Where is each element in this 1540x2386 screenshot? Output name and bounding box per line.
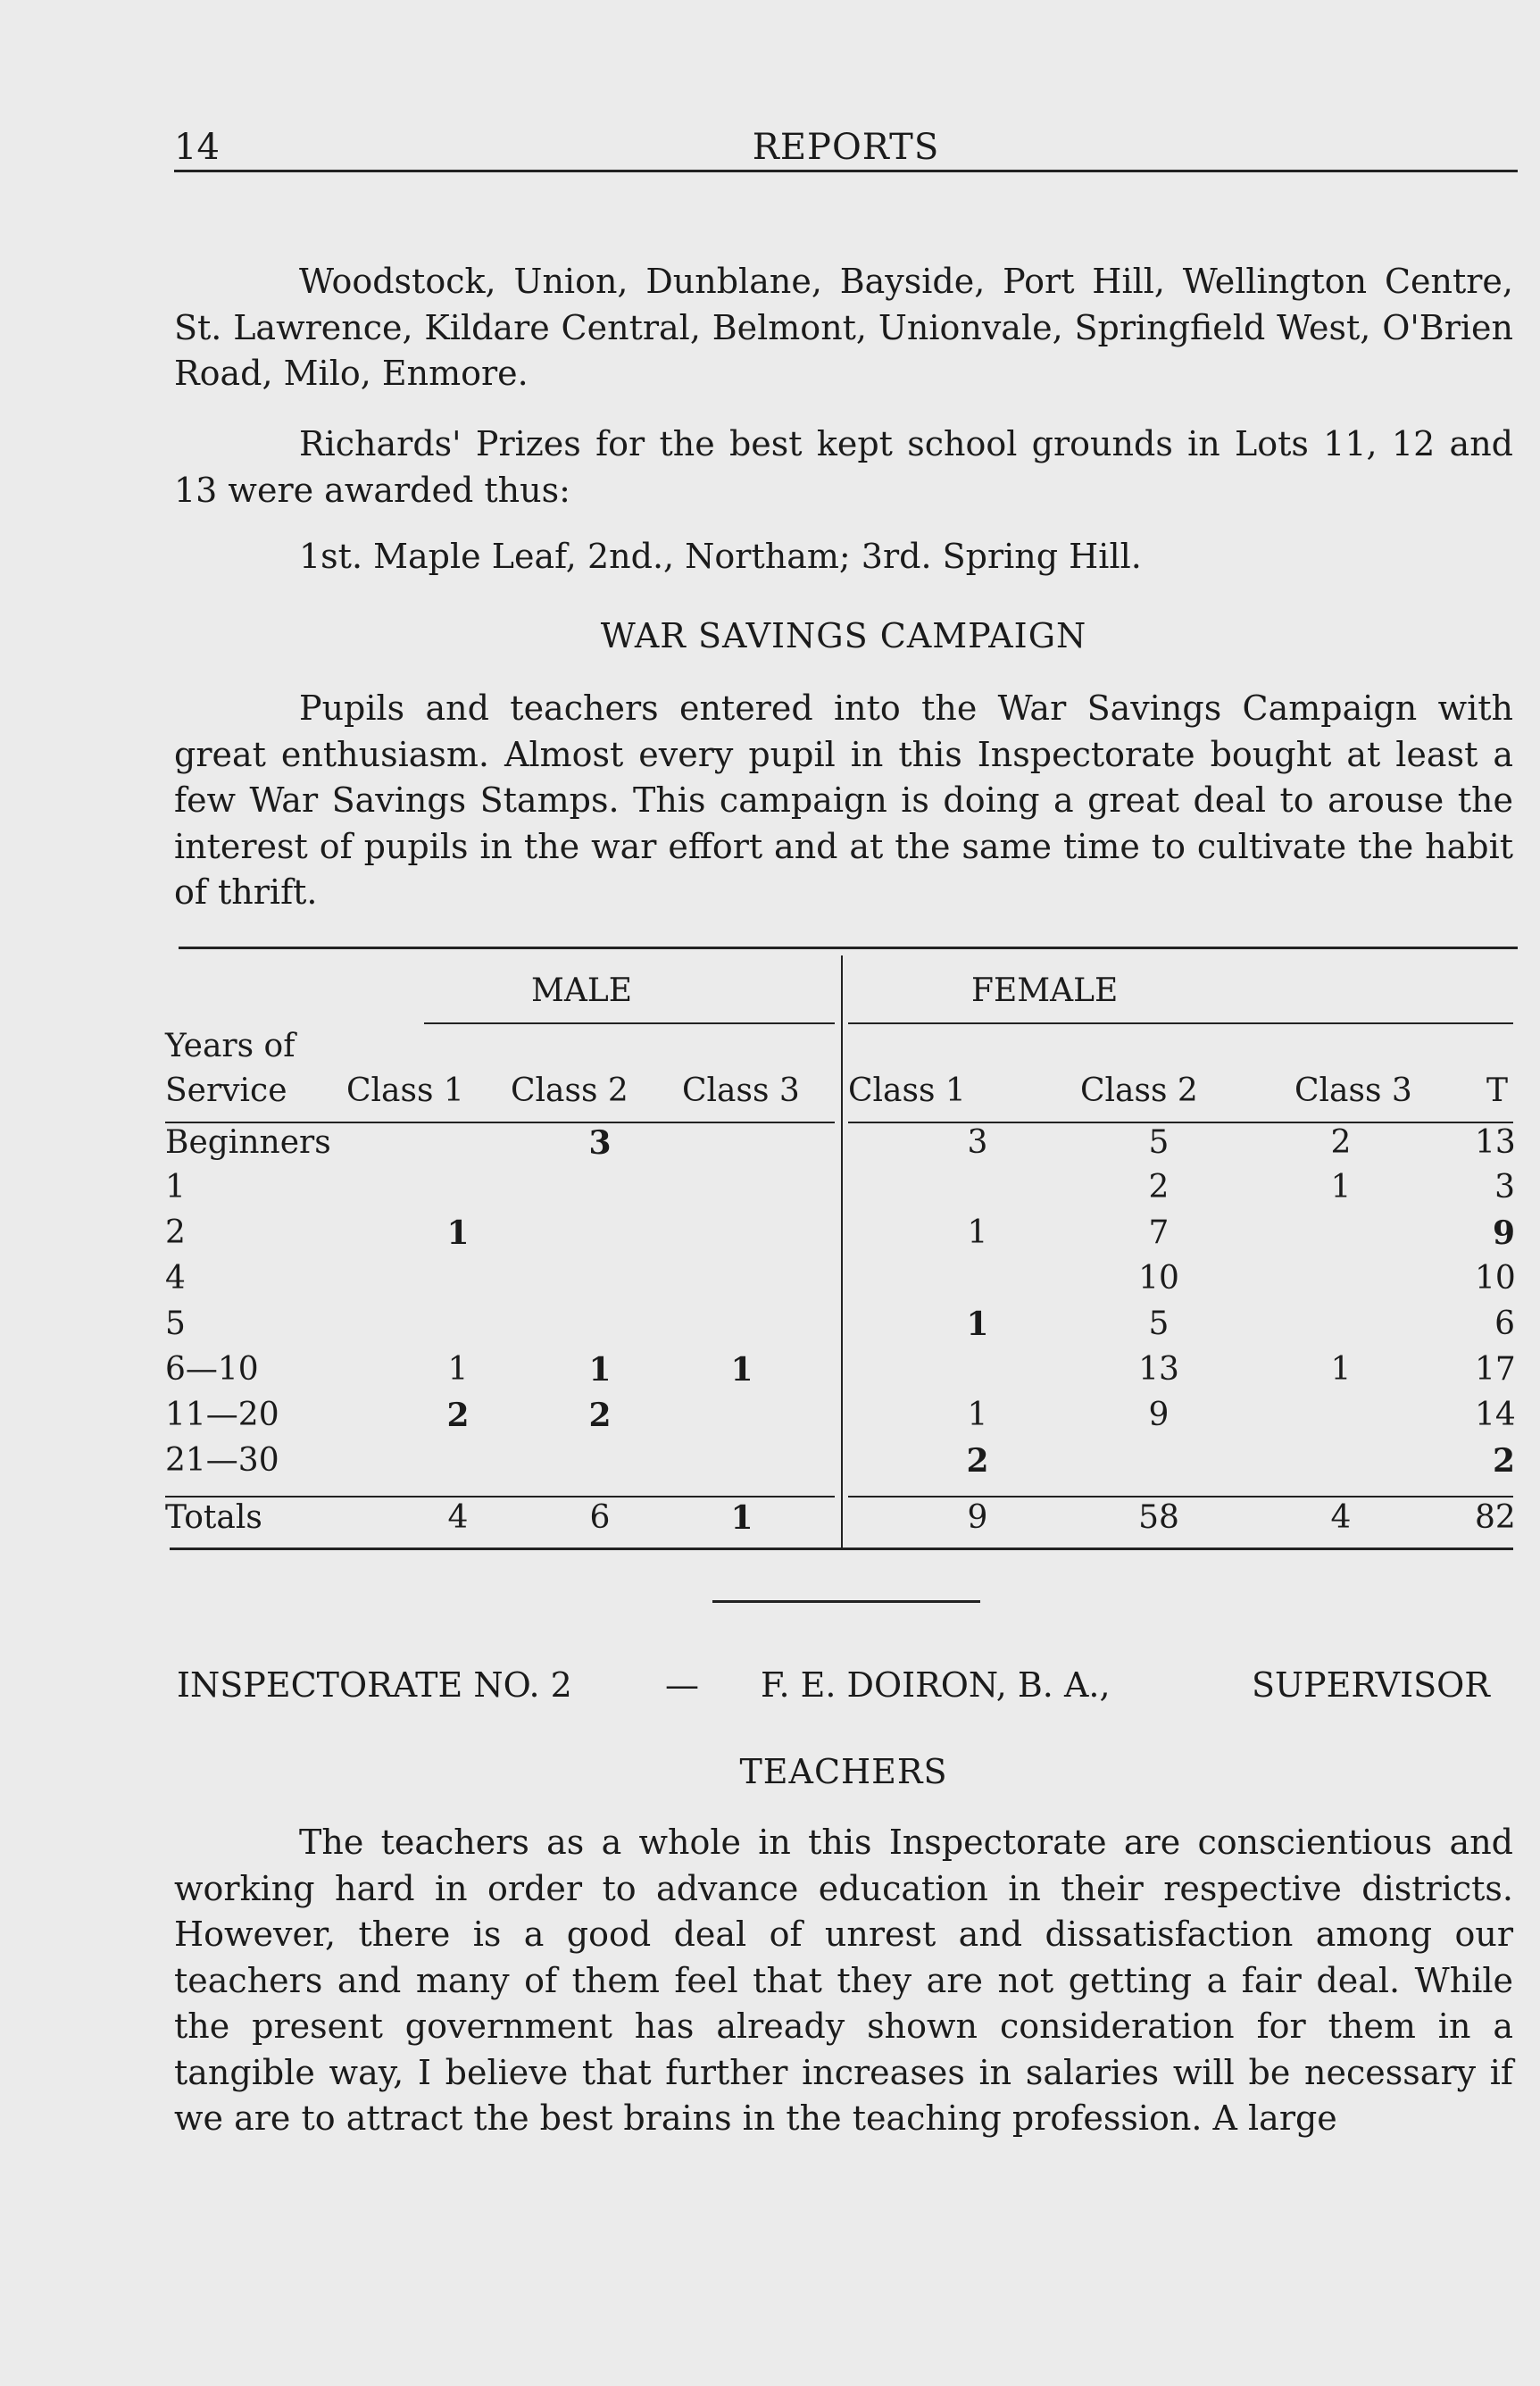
total-female-class-1: 9: [967, 1499, 988, 1536]
cell-male-class-2: 2: [588, 1397, 612, 1434]
row-header-service: Service: [165, 1072, 287, 1109]
cell-total: 13: [1475, 1124, 1516, 1161]
war-savings-heading: WAR SAVINGS CAMPAIGN: [600, 616, 1087, 655]
row-label: 2: [165, 1214, 186, 1251]
inspector-role: SUPERVISOR: [1252, 1665, 1490, 1705]
totals-rule-female: [848, 1496, 1513, 1498]
male-header-rule: [424, 1022, 835, 1024]
row-label: 5: [165, 1306, 186, 1342]
war-savings-paragraph: Pupils and teachers entered into the War Savings Campaign with great enthusiasm. Almost every pupil in this Inspectorate bought at least a few War Savings Stamps. This campaign is doing a great deal to arouse the interest of pupils in the war effort and at the same time to cultivate the habit of thrift.: [174, 688, 1513, 912]
cell-female-class-1: 1: [967, 1214, 988, 1251]
male-header: MALE: [531, 972, 633, 1009]
total-male-class-2: 6: [589, 1499, 611, 1536]
teachers-heading: TEACHERS: [739, 1752, 948, 1791]
cell-female-class-2: 5: [1148, 1306, 1170, 1342]
prizes-paragraph: Richards' Prizes for the best kept school grounds in Lots 11, 12 and 13 were awarded thus:: [174, 424, 1513, 510]
col-male-class-2: Class 2: [511, 1072, 628, 1109]
cell-female-class-2: 10: [1138, 1260, 1179, 1297]
total-male-class-3: 1: [730, 1499, 753, 1537]
totals-rule-male: [165, 1496, 835, 1498]
columns-rule-female: [848, 1122, 1513, 1123]
col-female-class-3: Class 3: [1294, 1072, 1412, 1109]
col-total: T: [1486, 1072, 1509, 1109]
cell-female-class-1: 1: [966, 1306, 989, 1343]
row-label: 21—30: [165, 1442, 279, 1479]
section-separator: [712, 1600, 980, 1603]
total-female-class-2: 58: [1138, 1499, 1179, 1536]
cell-female-class-3: 2: [1330, 1124, 1352, 1161]
cell-total: 2: [1492, 1442, 1515, 1480]
table-top-rule: [179, 947, 1518, 949]
cell-female-class-1: 3: [967, 1124, 988, 1161]
cell-female-class-2: 5: [1148, 1124, 1170, 1161]
cell-female-class-2: 2: [1148, 1169, 1170, 1206]
row-label: 6—10: [165, 1351, 259, 1388]
cell-total: 14: [1475, 1397, 1516, 1433]
female-header: FEMALE: [971, 972, 1119, 1009]
inspector-name: F. E. DOIRON, B. A.,: [761, 1665, 1111, 1705]
cell-female-class-3: 1: [1330, 1351, 1352, 1388]
col-male-class-1: Class 1: [346, 1072, 464, 1109]
col-male-class-3: Class 3: [682, 1072, 800, 1109]
row-label: 1: [165, 1169, 186, 1206]
col-female-class-1: Class 1: [848, 1072, 966, 1109]
cell-female-class-1: 2: [966, 1442, 989, 1480]
table-bottom-rule: [170, 1548, 1513, 1550]
cell-total: 17: [1475, 1351, 1516, 1388]
female-header-rule: [848, 1022, 1513, 1024]
row-label: 11—20: [165, 1397, 279, 1433]
cell-female-class-2: 7: [1148, 1214, 1170, 1251]
row-label: Beginners: [165, 1124, 331, 1161]
totals-label: Totals: [165, 1499, 262, 1536]
cell-female-class-1: 1: [967, 1397, 988, 1433]
table-divider: [841, 955, 843, 1549]
running-title: REPORTS: [752, 127, 940, 168]
total-grand: 82: [1475, 1499, 1516, 1536]
cell-male-class-2: 1: [588, 1351, 612, 1389]
teachers-paragraph: The teachers as a whole in this Inspectorate are conscientious and working hard in order to advance education in their respective districts. However, there is a good deal of unrest and dissatisfaction among our teachers and many of them feel that they are not getting a fair deal. While the present government has already shown consideration for them in a tangible way, I believe that further increases in salaries will be necessary if we are to attract the best brains in the teaching profession. A large: [174, 1823, 1513, 2138]
row-header-years: Years of: [165, 1028, 296, 1064]
total-male-class-1: 4: [447, 1499, 469, 1536]
page-number: 14: [174, 127, 220, 168]
cell-total: 9: [1492, 1214, 1515, 1252]
page-header: [174, 118, 1518, 172]
cell-male-class-1: 2: [446, 1397, 470, 1434]
cell-female-class-2: 9: [1148, 1397, 1170, 1433]
cell-female-class-3: 1: [1330, 1169, 1352, 1206]
cell-male-class-1: 1: [447, 1351, 469, 1388]
col-female-class-2: Class 2: [1080, 1072, 1198, 1109]
schools-paragraph: Woodstock, Union, Dunblane, Bayside, Port Hill, Wellington Centre, St. Lawrence, Kildare Central, Belmont, Unionvale, Springfield West, O'Brien Road, Milo, Enmore.: [174, 262, 1513, 393]
cell-male-class-1: 1: [446, 1214, 470, 1252]
inspectorate-dash: —: [665, 1665, 699, 1705]
cell-male-class-3: 1: [730, 1351, 753, 1389]
row-label: 4: [165, 1260, 186, 1297]
columns-rule-male: [165, 1122, 835, 1123]
cell-total: 10: [1475, 1260, 1516, 1297]
cell-total: 3: [1494, 1169, 1515, 1206]
cell-male-class-2: 3: [588, 1124, 612, 1162]
total-female-class-3: 4: [1330, 1499, 1352, 1536]
inspectorate-number: INSPECTORATE NO. 2: [177, 1665, 572, 1705]
prizes-list: 1st. Maple Leaf, 2nd., Northam; 3rd. Spring Hill.: [299, 537, 1142, 576]
cell-female-class-2: 13: [1138, 1351, 1179, 1388]
cell-total: 6: [1494, 1306, 1515, 1342]
